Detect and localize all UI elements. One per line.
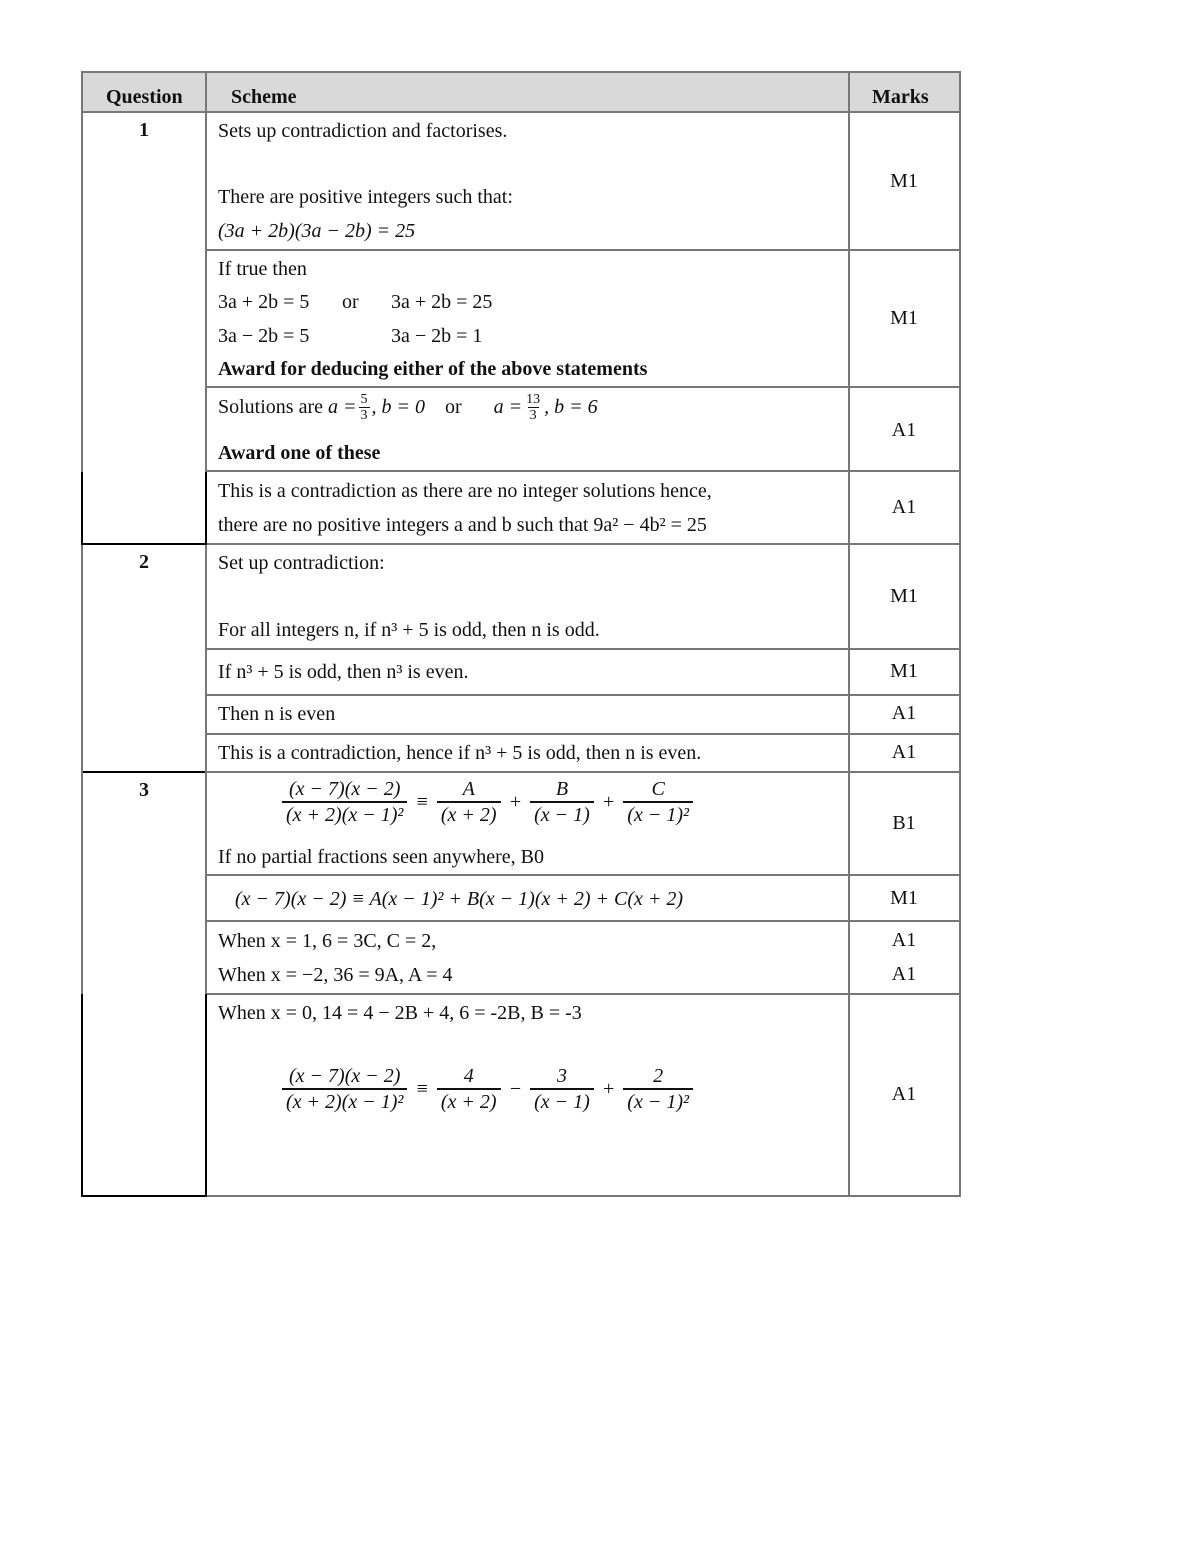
mark-value: A1 (891, 1083, 917, 1105)
operator: ≡ (415, 790, 429, 813)
row-divider (206, 386, 960, 388)
scheme-equation: (x − 7)(x − 2) ≡ A(x − 1)² + B(x − 1)(x + 2) + C(x + 2) (235, 888, 684, 910)
table-bottom-border-left (82, 1195, 206, 1197)
fraction-numerator: 3 (556, 1065, 567, 1087)
row-divider (206, 993, 960, 995)
row-divider (206, 543, 960, 545)
scheme-text: For all integers n, if n³ + 5 is odd, then n is odd. (218, 619, 600, 641)
row-divider (206, 648, 960, 650)
scheme-equation: (3a + 2b)(3a − 2b) = 25 (218, 220, 416, 242)
fraction (282, 777, 407, 827)
fraction-numerator: A (462, 778, 475, 800)
mark-value: M1 (890, 170, 918, 192)
operator: + (508, 790, 523, 813)
mark-value: A1 (891, 496, 917, 518)
table-left-border-bold (81, 472, 83, 545)
fraction-numerator: (x − 7)(x − 2) (289, 1065, 401, 1087)
scheme-text: When x = 0, 14 = 4 − 2B + 4, 6 = -2B, B = -3 (218, 1002, 582, 1024)
fraction-denominator: 3 (529, 408, 537, 423)
scheme-text: Sets up contradiction and factorises. (218, 120, 508, 142)
operator: + (601, 790, 616, 813)
mark-value: A1 (891, 702, 917, 724)
mark-value: M1 (890, 585, 918, 607)
fraction-denominator: (x − 1)² (623, 801, 693, 827)
column-divider (848, 71, 850, 1197)
fraction-denominator: 3 (360, 408, 368, 423)
mark-value: A1 (891, 419, 917, 441)
fraction-denominator: (x + 2) (437, 801, 501, 827)
table-top-border (82, 71, 960, 73)
operator: + (601, 1077, 616, 1100)
mark-value: B1 (892, 812, 916, 834)
scheme-guidance: Award for deducing either of the above statements (218, 358, 648, 380)
scheme-text: When x = 1, 6 = 3C, C = 2, (218, 930, 437, 952)
fraction-numerator: 4 (463, 1065, 474, 1087)
scheme-equation: 3a + 2b = 5 (218, 291, 310, 313)
question-divider (82, 543, 206, 545)
header-bottom-border (82, 111, 960, 113)
scheme-text: When x = −2, 36 = 9A, A = 4 (218, 964, 453, 986)
column-divider-bold (205, 472, 207, 545)
table-left-border-bold (81, 994, 83, 1197)
table-header-background (82, 72, 960, 112)
scheme-text: Solutions are (218, 396, 323, 418)
fraction (282, 1064, 407, 1114)
row-divider (206, 694, 960, 696)
scheme-text: This is a contradiction as there are no integer solutions hence, (218, 480, 712, 502)
scheme-equation: 3a + 2b = 25 (391, 291, 493, 313)
mark-value: A1 (891, 963, 917, 985)
fraction (623, 1064, 693, 1114)
table-right-border (959, 71, 961, 1197)
fraction (437, 777, 501, 827)
column-divider-bold (205, 994, 207, 1197)
scheme-equation: 3a − 2b = 1 (391, 325, 483, 347)
row-divider (206, 470, 960, 472)
scheme-text: or (342, 291, 359, 313)
fraction (530, 1064, 594, 1114)
fraction-numerator: (x − 7)(x − 2) (289, 778, 401, 800)
header-scheme: Scheme (231, 86, 297, 108)
scheme-guidance: Award one of these (218, 442, 381, 464)
scheme-equation: a = (493, 396, 523, 418)
row-divider (206, 771, 960, 773)
operator: − (508, 1077, 523, 1100)
fraction-numerator: B (555, 778, 569, 800)
fraction (623, 777, 693, 827)
scheme-text: there are no positive integers a and b such that 9a² − 4b² = 25 (218, 514, 707, 536)
row-divider (206, 733, 960, 735)
final-partial-fractions (278, 1064, 697, 1114)
fraction-denominator: (x + 2)(x − 1)² (282, 801, 407, 827)
mark-value: M1 (890, 307, 918, 329)
scheme-text: If true then (218, 258, 307, 280)
fraction-denominator: (x − 1) (530, 1088, 594, 1114)
fraction (530, 777, 594, 827)
scheme-text: Then n is even (218, 703, 336, 725)
solutions-line (218, 392, 598, 423)
scheme-text: There are positive integers such that: (218, 186, 513, 208)
table-left-border (81, 545, 83, 995)
table-bottom-border (206, 1195, 960, 1197)
scheme-text: If n³ + 5 is odd, then n³ is even. (218, 661, 469, 683)
scheme-equation: a = (328, 396, 357, 418)
fraction-denominator: (x − 1) (530, 801, 594, 827)
row-divider (206, 920, 960, 922)
mark-value: M1 (890, 887, 918, 909)
fraction (437, 1064, 501, 1114)
fraction-numerator: 2 (653, 1065, 664, 1087)
row-divider (206, 249, 960, 251)
question-divider (82, 771, 206, 773)
fraction-denominator: (x − 1)² (623, 1088, 693, 1114)
question-number: 2 (139, 551, 149, 573)
mark-value: A1 (891, 741, 917, 763)
question-number: 1 (139, 119, 149, 141)
fraction-denominator: (x + 2) (437, 1088, 501, 1114)
scheme-text: or (445, 396, 462, 418)
partial-fraction-identity (278, 777, 697, 827)
fraction (359, 392, 370, 423)
scheme-equation: 3a − 2b = 5 (218, 325, 310, 347)
scheme-text: This is a contradiction, hence if n³ + 5 is odd, then n is even. (218, 742, 702, 764)
header-marks: Marks (872, 86, 929, 108)
fraction-numerator: C (651, 778, 665, 800)
question-number: 3 (139, 779, 149, 801)
scheme-text: Set up contradiction: (218, 552, 385, 574)
fraction (524, 392, 542, 423)
fraction-denominator: (x + 2)(x − 1)² (282, 1088, 407, 1114)
scheme-equation: , b = 0 (371, 396, 425, 418)
row-divider (206, 874, 960, 876)
scheme-guidance: If no partial fractions seen anywhere, B0 (218, 846, 544, 868)
fraction-numerator: 5 (360, 392, 368, 407)
mark-value: M1 (890, 660, 918, 682)
column-divider (205, 545, 207, 995)
scheme-equation: , b = 6 (544, 396, 598, 418)
mark-value: A1 (891, 929, 917, 951)
fraction-numerator: 13 (526, 392, 541, 407)
operator: ≡ (415, 1077, 429, 1100)
header-question: Question (106, 86, 183, 108)
